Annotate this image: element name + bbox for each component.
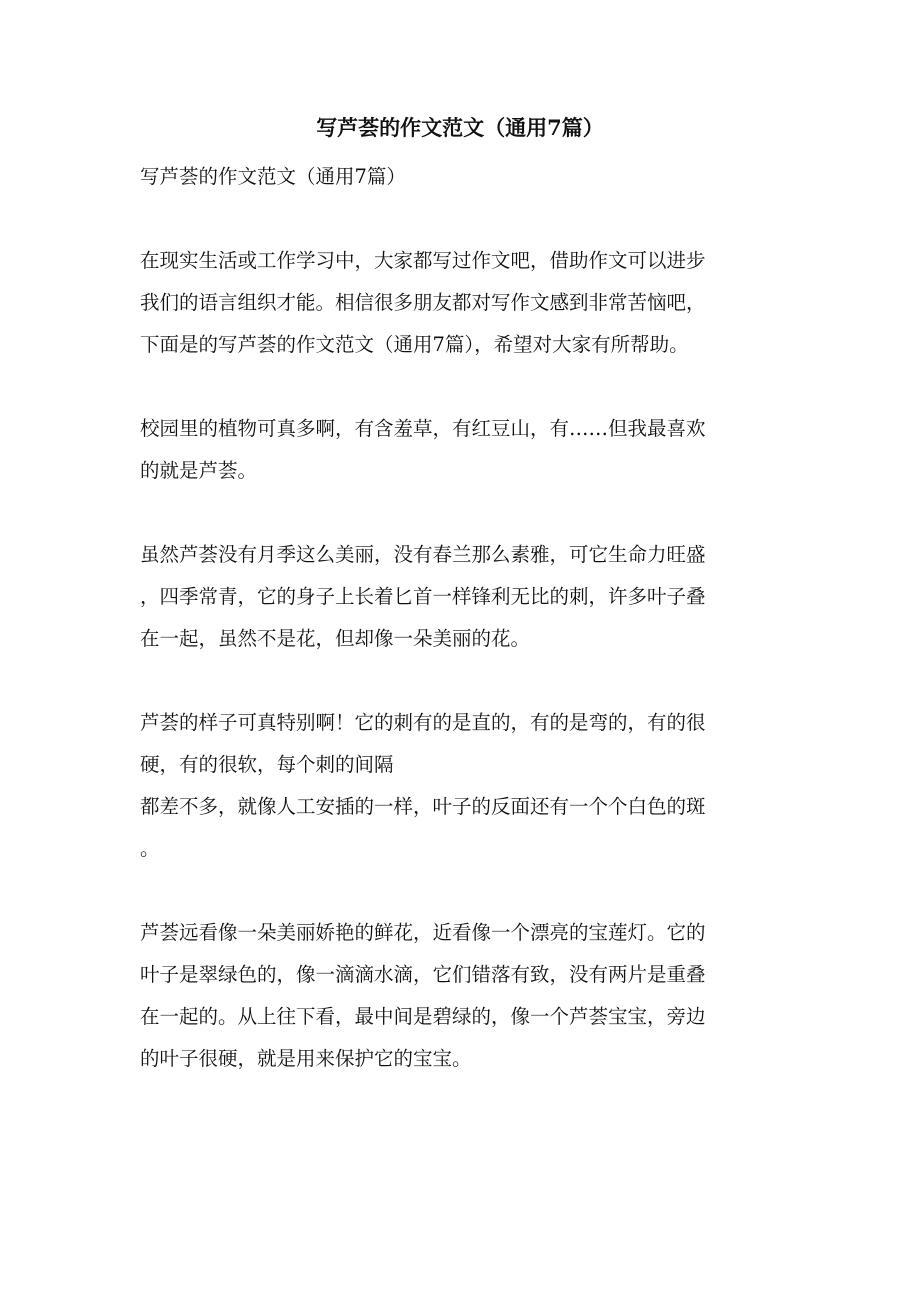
document-body: [140, 156, 780, 1080]
text-line: 在现实生活或工作学习中，大家都写过作文吧，借助作文可以进步: [140, 249, 706, 272]
text-line: 在一起，虽然不是花，但却像一朵美丽的花。: [140, 627, 531, 650]
text-line: 都差不多，就像人工安插的一样，叶子的反面还有一个个白色的斑: [140, 795, 706, 818]
document-title: 写芦荟的作文范文（通用7篇）: [316, 115, 604, 140]
text-line: 。: [140, 837, 160, 860]
text-line: 虽然芦荟没有月季这么美丽，没有春兰那么素雅，可它生命力旺盛: [140, 543, 706, 566]
text-line: 的叶子很硬，就是用来保护它的宝宝。: [140, 1047, 472, 1070]
text-line: 下面是的写芦荟的作文范文（通用7篇），希望对大家有所帮助。: [140, 333, 689, 356]
text-line: 我们的语言组织才能。相信很多朋友都对写作文感到非常苦恼吧，: [140, 291, 706, 314]
text-line: 硬，有的很软，每个刺的间隔: [140, 753, 394, 776]
text-line: 在一起的。从上往下看，最中间是碧绿的，像一个芦荟宝宝，旁边: [140, 1005, 706, 1028]
text-line: 芦荟远看像一朵美丽娇艳的鲜花，近看像一个漂亮的宝莲灯。它的: [140, 921, 706, 944]
text-line: 芦荟的样子可真特别啊！它的刺有的是直的，有的是弯的，有的很: [140, 711, 706, 734]
paragraph-gap: [140, 870, 780, 912]
paragraph-gap: [140, 660, 780, 702]
text-line: 校园里的植物可真多啊，有含羞草，有红豆山，有……但我最喜欢: [140, 417, 706, 440]
paragraph-gap: [140, 366, 780, 408]
text-line: ，四季常青，它的身子上长着匕首一样锋利无比的刺，许多叶子叠: [140, 585, 706, 608]
paragraph-gap: [140, 198, 780, 240]
text-line: 叶子是翠绿色的，像一滴滴水滴，它们错落有致，没有两片是重叠: [140, 963, 706, 986]
paragraph-gap: [140, 492, 780, 534]
text-line: 的就是芦荟。: [140, 459, 258, 482]
subtitle-line: 写芦荟的作文范文（通用7篇）: [140, 165, 406, 188]
